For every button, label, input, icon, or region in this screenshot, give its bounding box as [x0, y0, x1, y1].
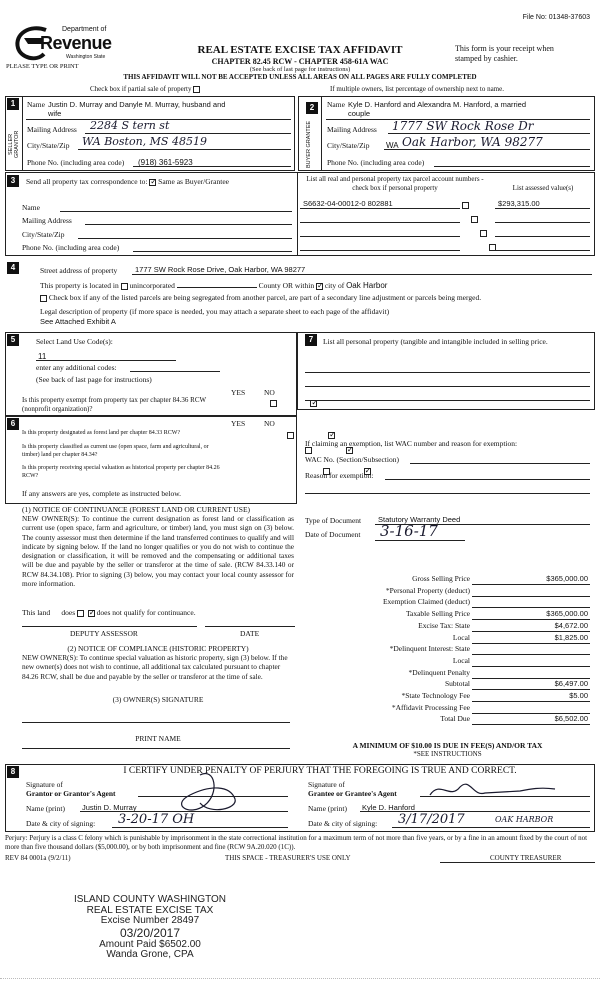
please-type: PLEASE TYPE OR PRINT	[6, 63, 79, 70]
section-2-number: 2	[306, 102, 318, 114]
section-7-number: 7	[305, 334, 317, 346]
seller-city-label: City/State/Zip	[27, 141, 70, 150]
seller-name-cont[interactable]: wife	[48, 109, 62, 118]
buyer-city[interactable]: Oak Harbor, WA 98277	[402, 135, 543, 149]
dor-logo	[12, 24, 122, 64]
parcel-3-personal-checkbox[interactable]	[480, 230, 487, 237]
buyer-name-cont[interactable]: couple	[348, 109, 371, 118]
tax-row-value[interactable]	[472, 586, 590, 597]
stamp-tax: REAL ESTATE EXCISE TAX	[86, 904, 214, 916]
tax-row-label: Gross Selling Price	[412, 574, 470, 583]
tax-row	[300, 668, 595, 679]
land-use-see-back: (See back of last page for instructions)	[36, 375, 152, 384]
does-not-label: does not	[96, 608, 122, 617]
tax-row-label: *Affidavit Processing Fee	[391, 702, 470, 712]
buyer-name-label: Name	[327, 100, 345, 109]
tax-calculation	[300, 574, 595, 734]
tax-row	[300, 597, 595, 608]
treasurer-use-only: THIS SPACE - TREASURER'S USE ONLY	[225, 854, 351, 862]
tax-row-label: *Personal Property (deduct)	[385, 585, 470, 595]
notice1-body: NEW OWNER(S): To continue the current designation as forest land or classification as current use (open space, farm and agriculture, or timber) land, you must sign on (3) below. The county assessor must then determine if the land transferred continues to qualify and will indicate by signing below. If the land no longer qualifies or you do not wish to continue the designation or classification, it will be removed and the compensating or additional taxes will be due and payable by the seller or transferor at the time of sale. (RCW 84.33.140 or RCW 84.34.108). Prior to signing (3) below, you may contact your local county assessor for more information.	[22, 514, 294, 589]
parcel-number[interactable]: S6632-04-00012-0 802881	[303, 199, 393, 208]
county-treasurer-label: COUNTY TREASURER	[490, 854, 562, 862]
tax-row	[300, 644, 595, 655]
additional-codes-label: enter any additional codes:	[36, 363, 117, 372]
assessed-header: List assessed value(s)	[512, 184, 574, 192]
legal-desc-label: Legal description of property (if more space is needed, you may attach a separate sheet to each page of the affidavit)	[40, 307, 390, 316]
assessor-date-label: DATE	[240, 629, 260, 638]
seller-phone-label: Phone No. (including area code)	[27, 158, 125, 167]
partial-sale	[90, 85, 200, 93]
seller-mailing-label: Mailing Address	[27, 125, 77, 134]
doc-type[interactable]: Statutory Warranty Deed	[378, 515, 461, 524]
section-5-number: 5	[7, 334, 19, 346]
logo-state: Washington State	[66, 54, 106, 60]
parcel-2-personal-checkbox[interactable]	[471, 216, 478, 223]
unincorporated-label: unincorporated	[129, 281, 175, 290]
qualify-label: qualify for continuance.	[123, 608, 196, 617]
same-as-buyer-label: Same as Buyer/Grantee	[158, 177, 229, 186]
logo-revenue: Revenue	[40, 33, 112, 53]
buyer-city-prefix: WA	[386, 141, 399, 150]
s3-phone-label: Phone No. (including area code)	[22, 243, 120, 252]
parcel-header: List all real and personal property tax parcel account numbers - check box if personal property	[306, 175, 484, 192]
s5-yes-header: YES	[231, 388, 246, 397]
exemption-label: If claiming an exemption, list WAC number and reason for exemption:	[305, 439, 518, 448]
seller-mailing[interactable]: 2284 S tern st	[90, 119, 170, 132]
tax-row-value[interactable]	[472, 668, 590, 679]
see-back-note: (See back of last page for instructions)	[249, 66, 351, 73]
exempt-question: Is this property exempt from property tax per chapter 84.36 RCW (nonprofit organization)?	[22, 396, 206, 413]
located-line	[40, 281, 387, 290]
doc-date-label: Date of Document	[305, 530, 361, 539]
buyer-grantee-label: BUYER GRANTEE	[306, 120, 312, 168]
doc-type-label: Type of Document	[305, 516, 362, 525]
grantee-sig-label: Signature of	[308, 780, 345, 789]
tax-row-value[interactable]	[472, 597, 590, 608]
seller-name-label: Name	[27, 100, 45, 109]
tax-row-value[interactable]: $1,825.00	[472, 633, 590, 644]
treasurer-stamp	[60, 895, 240, 961]
tax-row-value[interactable]	[472, 703, 590, 714]
tax-row	[300, 574, 595, 585]
tax-row-value[interactable]: $365,000.00	[472, 574, 590, 585]
s6-no-header: NO	[264, 419, 275, 428]
grantor-date[interactable]: 3-20-17 OH	[118, 812, 195, 827]
partial-sale-checkbox[interactable]	[193, 86, 200, 93]
grantee-name[interactable]: Kyle D. Hanford	[362, 803, 415, 812]
segregated-line	[40, 293, 481, 302]
personal-property-label: List all personal property (tangible and intangible included in selling price.	[323, 337, 548, 346]
section-8-number: 8	[7, 766, 19, 778]
buyer-phone-label: Phone No. (including area code)	[327, 158, 425, 167]
grantee-name-label: Name (print)	[308, 804, 347, 813]
forest-no-checkbox[interactable]	[328, 432, 335, 439]
tax-row-label: Exemption Claimed (deduct)	[382, 597, 470, 607]
street-address[interactable]: 1777 SW Rock Rose Drive, Oak Harbor, WA 98277	[135, 265, 306, 274]
tax-row-label: Local	[452, 655, 470, 665]
stamp-treasurer: Wanda Grone, CPA	[106, 949, 194, 960]
grantor-date-label: Date & city of signing:	[26, 819, 96, 828]
tax-row	[300, 633, 595, 644]
notice2-body: NEW OWNER(S): To continue special valuation as historic property, sign (3) below. If the new owner(s) does not wish to continue, all additional tax calculated pursuant to chapter 84.26 RCW, shall be due and payable by the seller or transferor at the time of sale.	[22, 653, 288, 681]
seller-phone[interactable]: (918) 361-5923	[138, 158, 193, 167]
this-land-label: This land	[22, 608, 51, 617]
tax-row	[300, 703, 595, 714]
tax-row	[300, 714, 595, 725]
legal-desc-value[interactable]: See Attached Exhibit A	[40, 317, 116, 326]
segregated-label: Check box if any of the listed parcels are being segregated from another parcel, are part of a secondary line adjustment or parcels being merged.	[48, 293, 482, 302]
correspondence-label: Send all property tax correspondence to:	[26, 177, 148, 186]
correspondence	[26, 177, 229, 186]
tax-row	[300, 621, 595, 632]
forest-question: Is this property designated as forest land per chapter 84.33 RCW?	[22, 430, 181, 436]
file-number: File No: 01348-37603	[522, 14, 590, 21]
doc-date[interactable]: 3-16-17	[380, 522, 438, 540]
seller-city[interactable]: WA Boston, MS 48519	[82, 135, 207, 148]
city-checkbox[interactable]	[316, 283, 323, 290]
grantor-name[interactable]: Justin D. Murray	[82, 803, 137, 812]
unincorporated-checkbox[interactable]	[121, 283, 128, 290]
tax-row-label: *Delinquent Interest: State	[389, 644, 470, 654]
city-of-label: city of	[324, 281, 345, 290]
perjury-statement: Perjury: Perjury is a class C felony which is punishable by imprisonment in the state correctional institution for a maximum term of not more than five years, or by a fine in an amount fixed by the court of not more than five thousand dollars ($5,000.00), or by both imprisonment and fine (RCW 9A.20.020 (1C)).	[5, 834, 588, 851]
form-chapter: CHAPTER 82.45 RCW - CHAPTER 458-61A WAC	[211, 57, 389, 66]
tax-row-value[interactable]: $4,672.00	[472, 621, 590, 632]
tax-row-label: Subtotal	[444, 679, 470, 689]
if-any-yes: If any answers are yes, complete as instructed below.	[22, 489, 182, 498]
tax-row-label: Taxable Selling Price	[405, 609, 470, 619]
tax-row-label: *Delinquent Penalty	[408, 667, 470, 677]
grantee-signature[interactable]	[425, 775, 565, 805]
s3-city-label: City/State/Zip	[22, 230, 65, 239]
buyer-mailing[interactable]: 1777 SW Rock Rose Dr	[392, 119, 534, 133]
s3-name-label: Name	[22, 203, 40, 212]
tax-row-label: Excise Tax: State	[418, 620, 470, 630]
seller-name[interactable]: Justin D. Murray and Danyle M. Murray, husband and	[48, 100, 226, 109]
rev-number: REV 84 0001a (9/2/11)	[5, 854, 71, 862]
same-as-buyer-checkbox[interactable]	[149, 179, 156, 186]
see-instructions-note: *SEE INSTRUCTIONS	[413, 750, 482, 758]
stamp-county: ISLAND COUNTY WASHINGTON	[73, 894, 227, 905]
reason-label: Reason for exemption:	[305, 471, 374, 480]
parcel-1-personal-checkbox[interactable]	[462, 202, 469, 209]
buyer-city-label: City/State/Zip	[327, 141, 370, 150]
tax-row	[300, 679, 595, 690]
s6-yes-header: YES	[231, 419, 246, 428]
current-use-question: Is this property classified as current use (open space, farm and agricultural, or timber) land per chapter 84.34?	[22, 444, 209, 458]
tax-row-value[interactable]	[472, 644, 590, 655]
deputy-assessor-label: DEPUTY ASSESSOR	[70, 629, 138, 638]
land-use-code[interactable]: 11	[38, 352, 47, 361]
tax-row	[300, 656, 595, 667]
partial-sale-label: Check box if partial sale of property	[90, 85, 192, 93]
tax-row	[300, 586, 595, 597]
tax-row-label: Local	[452, 632, 470, 642]
form-title: REAL ESTATE EXCISE TAX AFFIDAVIT	[197, 44, 403, 56]
stamp-excise-number: Excise Number 28497	[100, 915, 200, 926]
grantor-sig-label: Signature of	[26, 780, 63, 789]
tax-row-label: Total Due	[440, 714, 470, 724]
continuance-line	[22, 608, 196, 617]
segregated-checkbox[interactable]	[40, 295, 47, 302]
s3-mailing-label: Mailing Address	[22, 216, 72, 225]
buyer-mailing-label: Mailing Address	[327, 125, 377, 134]
wac-label: WAC No. (Section/Subsection)	[305, 455, 399, 464]
notice2-title: (2) NOTICE OF COMPLIANCE (HISTORIC PROPERTY)	[67, 644, 249, 653]
owner-signature-label: (3) OWNER(S) SIGNATURE	[112, 695, 204, 704]
logo-department: Department of	[62, 26, 107, 33]
stamp-amount: Amount Paid $6502.00	[99, 938, 201, 950]
historic-question: Is this property receiving special valuation as historical property per chapter 84.26 RCW?	[22, 465, 220, 479]
tax-row-value[interactable]: $5.00	[472, 691, 590, 702]
grantee-date[interactable]: 3/17/2017	[398, 812, 465, 827]
land-use-label: Select Land Use Code(s):	[36, 337, 113, 346]
tax-row-value[interactable]	[472, 656, 590, 667]
grantee-city[interactable]: OAK HARBOR	[495, 815, 554, 824]
receipt-note: This form is your receipt when stamped by cashier.	[455, 44, 554, 63]
tax-row-label: *State Technology Fee	[401, 691, 470, 700]
assessed-value[interactable]: $293,315.00	[498, 199, 540, 208]
seller-grantor-label: SELLER GRANTOR	[8, 130, 20, 158]
grantee-date-label: Date & city of signing:	[308, 819, 378, 828]
multiple-owners-note: If multiple owners, list percentage of ownership next to name.	[330, 85, 504, 93]
county-or-label: County OR within	[258, 281, 315, 290]
print-name-label: PRINT NAME	[135, 734, 181, 743]
stamp-date: 03/20/2017	[119, 925, 181, 940]
notice1-title: (1) NOTICE OF CONTINUANCE (FOREST LAND OR CURRENT USE)	[22, 505, 251, 514]
parcel-4-personal-checkbox[interactable]	[489, 244, 496, 251]
minimum-fee-note: A MINIMUM OF $10.00 IS DUE IN FEE(S) AND/OR TAX	[352, 741, 543, 750]
tax-row	[300, 691, 595, 702]
section-1-number: 1	[7, 98, 19, 110]
grantor-agent-label: Grantor or Grantor's Agent	[26, 789, 116, 798]
tax-row-value[interactable]: $6,497.00	[472, 679, 590, 690]
forest-yes-checkbox[interactable]	[287, 432, 294, 439]
tax-row	[300, 609, 595, 620]
does-label: does	[61, 608, 76, 617]
street-label: Street address of property	[40, 266, 118, 275]
tax-row-value[interactable]: $365,000.00	[472, 609, 590, 620]
located-label: This property is located in	[40, 281, 119, 290]
section-4-number: 4	[7, 262, 19, 274]
s5-no-header: NO	[264, 388, 275, 397]
does-checkbox[interactable]	[77, 610, 84, 617]
section-3-number: 3	[7, 175, 19, 187]
buyer-name[interactable]: Kyle D. Hanford and Alexandra M. Hanford, a married	[348, 100, 527, 109]
property-city[interactable]: Oak Harbor	[346, 281, 388, 290]
grantee-agent-label: Grantee or Grantee's Agent	[308, 789, 397, 798]
warning-text: THIS AFFIDAVIT WILL NOT BE ACCEPTED UNLESS ALL AREAS ON ALL PAGES ARE FULLY COMPLETED	[123, 73, 477, 81]
does-not-checkbox[interactable]	[88, 610, 95, 617]
grantor-name-label: Name (print)	[26, 804, 65, 813]
section-6-number: 6	[7, 418, 19, 430]
tax-row-value[interactable]: $6,502.00	[472, 714, 590, 725]
certify-statement: I CERTIFY UNDER PENALTY OF PERJURY THAT THE FOREGOING IS TRUE AND CORRECT.	[123, 766, 517, 776]
exempt-yes-checkbox[interactable]	[270, 400, 277, 407]
